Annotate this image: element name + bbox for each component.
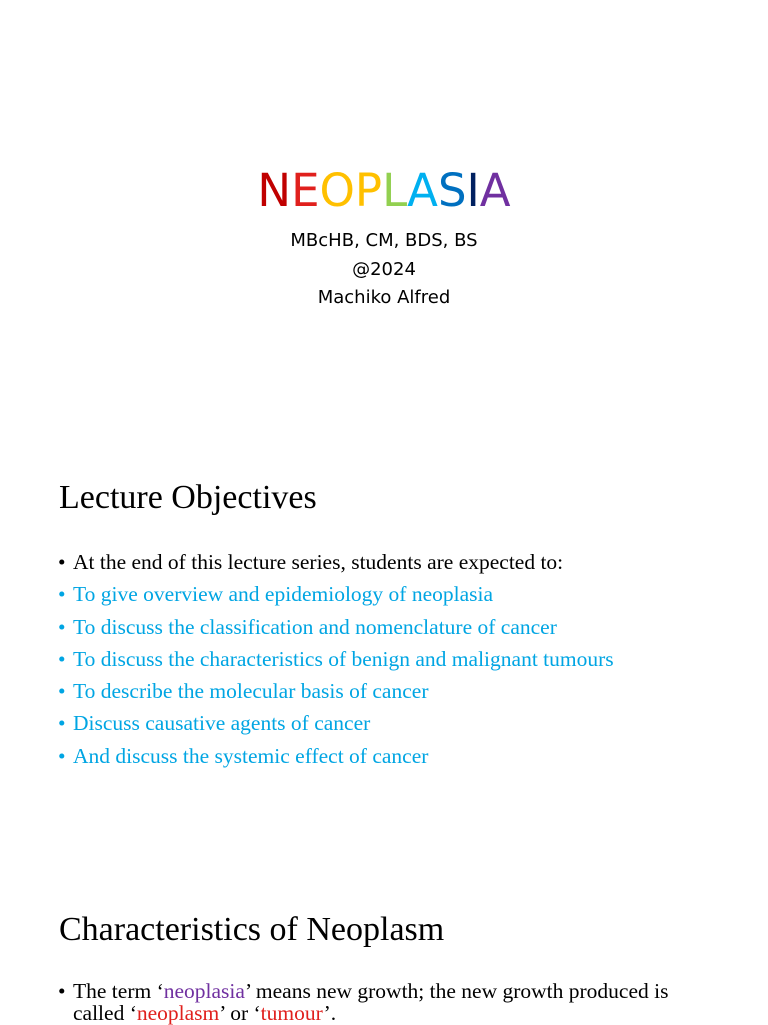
- title-letter: S: [437, 164, 467, 217]
- bullet-icon: •: [58, 550, 66, 574]
- bullet-icon: •: [58, 582, 66, 607]
- objectives-list: [58, 546, 614, 772]
- subtitle: [0, 227, 768, 313]
- bullet-icon: •: [58, 679, 66, 704]
- list-item-text: Discuss causative agents of cancer: [73, 711, 371, 736]
- list-item-text: And discuss the systemic effect of cancer: [73, 743, 429, 768]
- subtitle-author: Machiko Alfred: [317, 287, 451, 308]
- list-item-text: To describe the molecular basis of cancer: [73, 679, 429, 704]
- title-letter: P: [354, 164, 383, 217]
- term-neoplasia: neoplasia: [163, 979, 245, 1003]
- list-item: [58, 578, 614, 610]
- objectives-slide: [0, 432, 768, 864]
- list-item: [58, 980, 718, 1024]
- bullet-icon: •: [58, 614, 66, 639]
- list-item-text: To discuss the characteristics of benign and malignant tumours: [73, 646, 614, 671]
- term-tumour: tumour: [260, 1001, 324, 1025]
- title-letter: A: [479, 164, 511, 217]
- title-letter: N: [257, 164, 292, 217]
- bullet-icon: •: [58, 743, 66, 768]
- term-neoplasm: neoplasm: [136, 1001, 220, 1025]
- characteristics-slide: [0, 864, 768, 1024]
- title-letter: L: [382, 164, 408, 217]
- title-letter: A: [407, 164, 438, 217]
- subtitle-degrees: MBcHB, CM, BDS, BS: [290, 230, 478, 251]
- list-item-text: To discuss the classification and nomenclature of cancer: [73, 614, 557, 639]
- bullet-icon: •: [58, 979, 66, 1003]
- list-item-text: To give overview and epidemiology of neoplasia: [73, 582, 494, 607]
- list-item-text: The term ‘neoplasia’ means new growth; the new growth produced is called ‘neoplasm’ or ‘tumour’.: [73, 979, 669, 1025]
- title-letter: O: [319, 164, 355, 217]
- list-item: [58, 643, 614, 675]
- list-item: [58, 546, 614, 578]
- list-item: [58, 740, 614, 772]
- list-item: [58, 707, 614, 739]
- title-letter: I: [466, 164, 480, 217]
- slide-heading: Lecture Objectives: [59, 479, 317, 516]
- slide-heading: Characteristics of Neoplasm: [59, 911, 445, 948]
- slide-title: [0, 162, 768, 220]
- bullet-icon: •: [58, 711, 66, 736]
- list-item-text: At the end of this lecture series, students are expected to:: [73, 550, 564, 574]
- list-item: [58, 675, 614, 707]
- subtitle-year: @2024: [352, 258, 416, 280]
- title-slide: [0, 0, 768, 432]
- characteristics-list: [58, 980, 718, 1024]
- title-letter: E: [291, 164, 320, 217]
- bullet-icon: •: [58, 646, 66, 671]
- list-item: [58, 611, 614, 643]
